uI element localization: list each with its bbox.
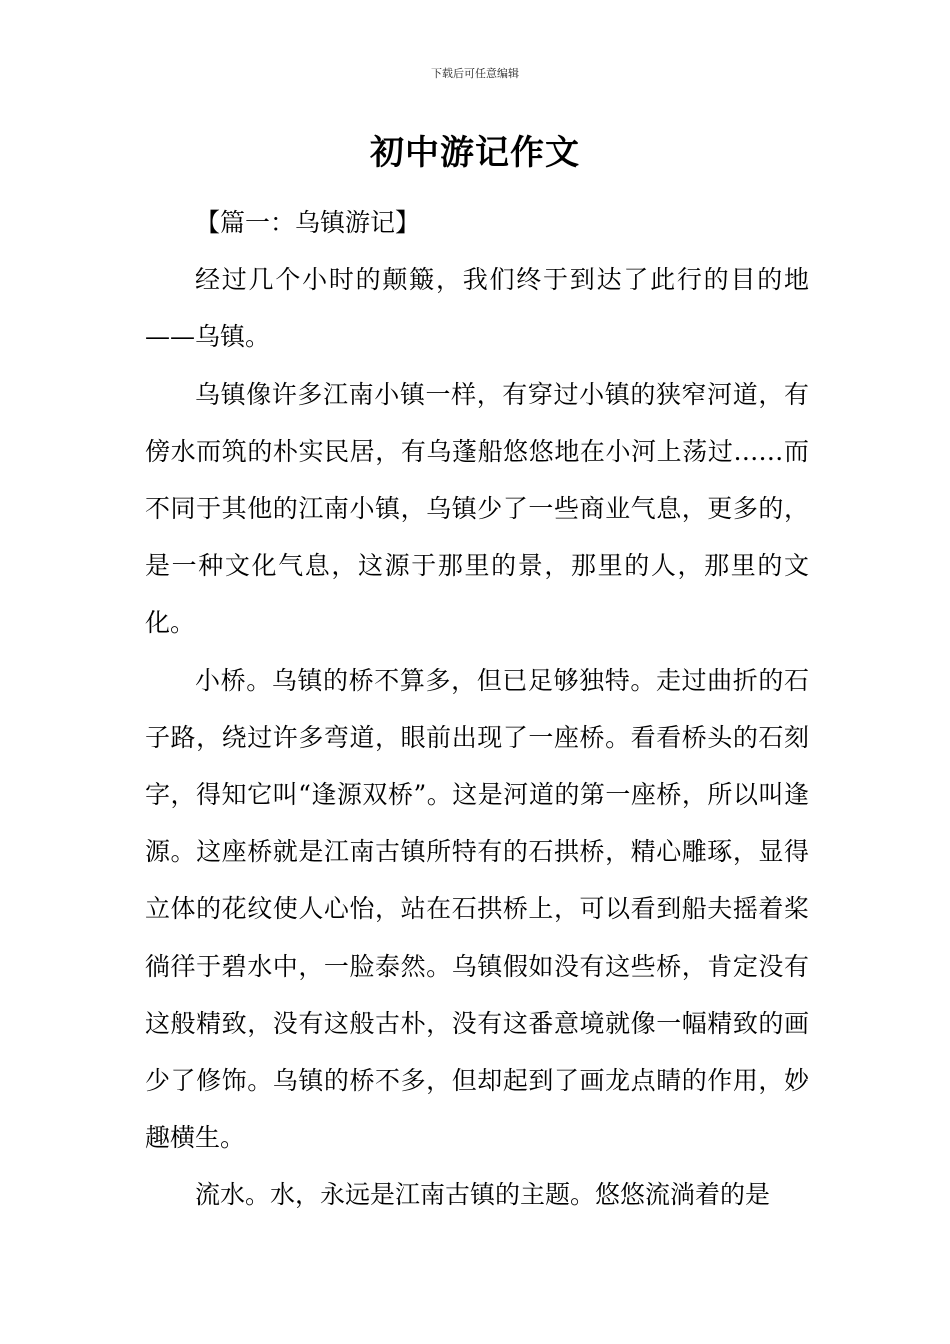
header-note: 下载后可任意编辑 [431,67,519,80]
document-title: 初中游记作文 [370,133,580,173]
section-heading: 【篇一：乌镇游记】 [195,208,421,237]
paragraph-arrival: 经过几个小时的颠簸，我们终于到达了此行的目的地——乌镇。 [145,265,809,352]
paragraph-water: 流水。水，永远是江南古镇的主题。悠悠流淌着的是 [195,1180,771,1210]
paragraph-bridges: 小桥。乌镇的桥不算多，但已足够独特。走过曲折的石子路，绕过许多弯道，眼前出现了一座桥。看看桥头的石刻字，得知它叫“逢源双桥”。这是河道的第一座桥，所以叫逢源。这座桥就是江南古镇所特有的石拱桥，精心雕琢，显得立体的花纹使人心怡，站在石拱桥上，可以看到船夫摇着桨徜徉于碧水中，一脸泰然。乌镇假如没有这些桥，肯定没有这般精致，没有这般古朴，没有这番意境就像一幅精致的画少了修饰。乌镇的桥不多，但却起到了画龙点睛的作用，妙趣横生。 [145,665,809,1153]
paragraph-wuzhen-intro: 乌镇像许多江南小镇一样，有穿过小镇的狭窄河道，有傍水而筑的朴实民居，有乌蓬船悠悠地在小河上荡过……而不同于其他的江南小镇，乌镇少了一些商业气息，更多的，是一种文化气息，这源于那里的景，那里的人，那里的文化。 [145,379,809,638]
document-body [145,194,809,1224]
